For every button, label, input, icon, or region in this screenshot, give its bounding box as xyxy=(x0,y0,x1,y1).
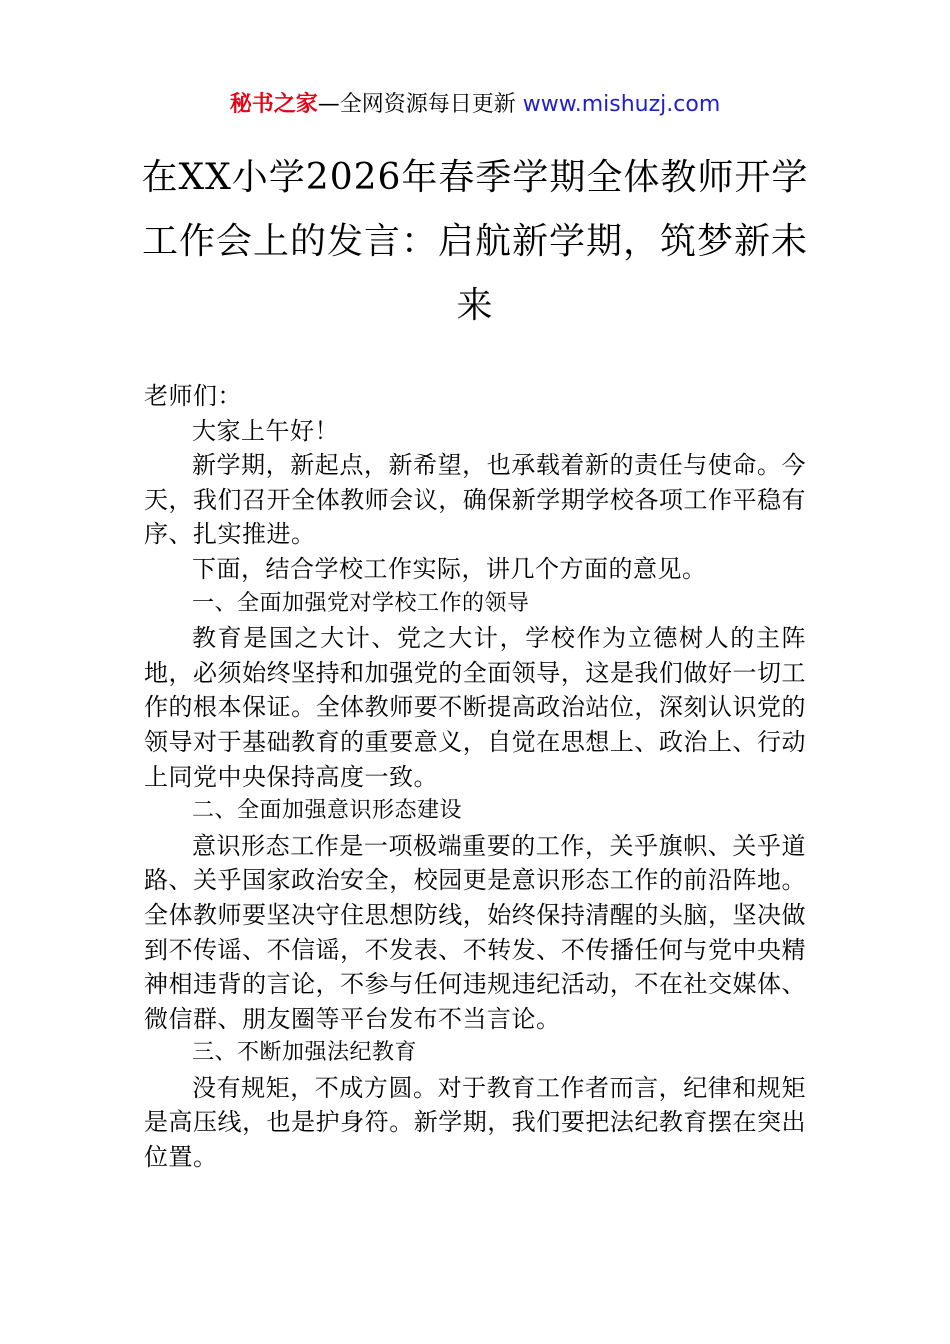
paragraph-intro: 新学期，新起点，新希望，也承载着新的责任与使命。今天，我们召开全体教师会议，确保新学期学校各项工作平稳有序、扎实推进。 xyxy=(144,451,806,549)
section-heading-1: 一、全面加强党对学校工作的领导 xyxy=(192,590,530,616)
document-body xyxy=(144,379,806,1175)
paragraph-section-3: 没有规矩，不成方圆。对于教育工作者而言，纪律和规矩是高压线，也是护身符。新学期，我们要把法纪教育摆在突出位置。 xyxy=(144,1073,806,1172)
paragraph-greeting: 大家上午好！ xyxy=(192,416,339,445)
site-slogan: —全网资源每日更新 xyxy=(317,92,523,117)
site-brand: 秘书之家 xyxy=(229,92,318,117)
site-header xyxy=(0,88,950,122)
paragraph-section-2: 意识形态工作是一项极端重要的工作，关乎旗帜、关乎道路、关乎国家政治安全，校园更是意识形态工作的前沿阵地。全体教师要坚决守住思想防线，始终保持清醒的头脑，坚决做到不传谣、不信谣，不发表、不转发、不传播任何与党中央精神相违背的言论，不参与任何违规违纪活动，不在社交媒体、微信群、朋友圈等平台发布不当言论。 xyxy=(144,831,806,1033)
document-title: 在XX小学2026年春季学期全体教师开学工作会上的发言：启航新学期，筑梦新未来 xyxy=(141,157,809,326)
section-heading-3: 三、不断加强法纪教育 xyxy=(192,1040,418,1066)
section-heading-2: 二、全面加强意识形态建设 xyxy=(192,798,463,824)
paragraph-section-1: 教育是国之大计、党之大计，学校作为立德树人的主阵地，必须始终坚持和加强党的全面领导，这是我们做好一切工作的根本保证。全体教师要不断提高政治站位，深刻认识党的领导对于基础教育的重要意义，自觉在思想上、政治上、行动上同党中央保持高度一致。 xyxy=(144,624,806,791)
site-url-link[interactable]: www.mishuzj.com xyxy=(522,92,721,117)
salutation: 老师们： xyxy=(144,382,242,410)
paragraph-transition: 下面，结合学校工作实际，讲几个方面的意见。 xyxy=(192,554,707,583)
